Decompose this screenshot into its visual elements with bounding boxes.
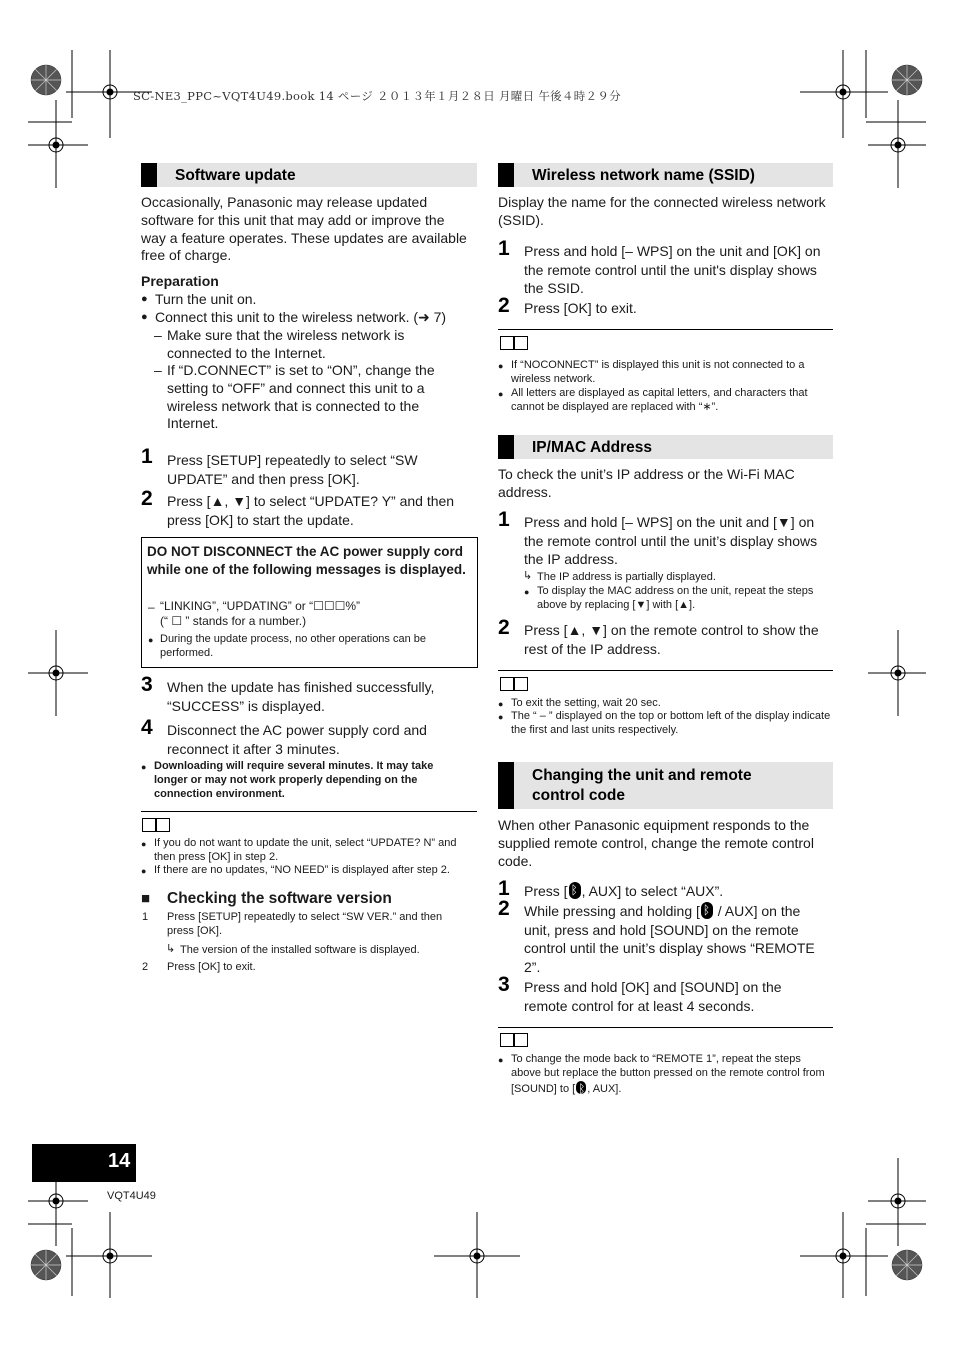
remote-note-text-a: To change the mode back to “REMOTE 1”, repeat the steps above but replace the button pressed on the remote control from [SOUND] to [ [511, 1053, 825, 1095]
software-update-intro: Occasionally, Panasonic may release updated software for this unit that may add or improve the way a feature operates. These updates are available free of charge. [141, 194, 467, 264]
section-header-remote-code [498, 762, 833, 809]
step-number: 2 [141, 487, 153, 510]
step-number: 1 [141, 445, 153, 468]
note-no-need: If there are no updates, “NO NEED” is displayed after step 2. [154, 864, 450, 876]
bullet: ● [498, 361, 504, 371]
remote-step-3: Press and hold [OK] and [SOUND] on the remote control for at least 4 seconds. [524, 979, 782, 1014]
bullet: ● [524, 587, 530, 597]
note-update-no: If you do not want to update the unit, select “UPDATE? N” and then press [OK] in step 2. [154, 837, 457, 863]
section-header-ssid [498, 163, 833, 187]
bullet: ● [148, 635, 154, 645]
divider [498, 329, 833, 330]
arrow-icon: ↳ [166, 943, 176, 955]
note-icon [142, 818, 170, 832]
check-step-1-result: The version of the installed software is displayed. [180, 944, 420, 956]
bullet: ● [498, 389, 504, 399]
bullet: ● [141, 866, 147, 876]
ipmac-step-1-result: The IP address is partially displayed. [537, 571, 716, 583]
square-bullet: ■ [141, 890, 151, 907]
warning-item-number-note: (“ ☐ ” stands for a number.) [160, 614, 307, 628]
ipmac-step-1: Press and hold [– WPS] on the unit and [▼] on the remote control until the unit’s display shows the IP address. [524, 514, 818, 567]
prep-item-connect: Connect this unit to the wireless network. (➜ 7) [155, 309, 447, 325]
step-number: 2 [498, 897, 510, 920]
section-title: Software update [175, 167, 296, 184]
remote-step-1-text-b: , AUX] to select “AUX”. [581, 883, 724, 899]
step-number: 1 [498, 237, 510, 260]
remote-intro: When other Panasonic equipment responds to the supplied remote control, change the remote control code. [498, 817, 814, 869]
step-number: 1 [498, 508, 510, 531]
ssid-step-2: Press [OK] to exit. [524, 300, 637, 316]
note-icon [500, 1033, 528, 1047]
bluetooth-icon [569, 882, 581, 899]
software-update-step-3: When the update has finished successfully, “SUCCESS” is displayed. [167, 679, 435, 714]
section-header-software-update [141, 163, 477, 187]
step-number: 2 [498, 616, 510, 639]
section-header-bar [141, 163, 157, 187]
ipmac-step-2: Press [▲, ▼] on the remote control to show the rest of the IP address. [524, 622, 819, 657]
page-number: 14 [108, 1150, 131, 1172]
divider [498, 670, 833, 671]
ssid-intro: Display the name for the connected wireless network (SSID). [498, 194, 826, 228]
dash: – [148, 600, 155, 614]
book-header-line: SC-NE3_PPC~VQT4U49.book 14 ページ ２０１３年１月２８日 月曜日 午後４時２９分 [133, 89, 621, 103]
ssid-note-noconnect: If “NOCONNECT” is displayed this unit is not connected to a wireless network. [511, 359, 805, 385]
warning-item-messages: “LINKING”, “UPDATING” or “☐☐☐%” [160, 599, 361, 613]
ipmac-note-exit: To exit the setting, wait 20 sec. [511, 697, 661, 709]
bullet: ● [141, 311, 148, 323]
section-title: Wireless network name (SSID) [532, 167, 755, 184]
remote-step-2-text-a: While pressing and holding [ [524, 903, 700, 919]
bullet: ● [498, 712, 504, 722]
bullet: ● [141, 762, 147, 772]
section-title: IP/MAC Address [532, 439, 653, 456]
note-icon [500, 336, 528, 350]
section-header-ipmac [498, 435, 833, 459]
remote-step-1 [524, 882, 834, 901]
section-title-line-1: Changing the unit and remote [532, 767, 752, 784]
section-header-bar [498, 163, 514, 187]
download-time-note: Downloading will require several minutes. It may take longer or may not work properly depending on the connection environment. [154, 760, 434, 800]
step-number: 4 [141, 716, 153, 739]
software-update-step-4: Disconnect the AC power supply cord and reconnect it after 3 minutes. [167, 722, 427, 757]
prep-item-turn-on: Turn the unit on. [155, 291, 257, 307]
warning-box [141, 537, 478, 668]
preparation-label: Preparation [141, 273, 219, 289]
bullet: ● [141, 839, 147, 849]
bullet: ● [498, 699, 504, 709]
prep-subitem-internet: Make sure that the wireless network is connected to the Internet. [167, 327, 405, 361]
step-number: 1 [498, 877, 510, 900]
remote-step-2-text-b: / AUX] on the unit, press and hold [SOUND] on the remote control until the unit’s display shows “REMOTE 2”. [524, 903, 815, 975]
check-step-2: Press [OK] to exit. [167, 961, 256, 973]
prep-subitem-dconnect: If “D.CONNECT” is set to “ON”, change the setting to “OFF” and connect this unit to a wireless network that is connected to the Internet. [167, 362, 435, 432]
check-step-1: Press [SETUP] repeatedly to select “SW VER.” and then press [OK]. [167, 911, 443, 937]
bullet: ● [498, 1055, 504, 1065]
model-code: VQT4U49 [107, 1190, 156, 1202]
bluetooth-icon [576, 1081, 586, 1094]
warning-item-no-operations: During the update process, no other operations can be performed. [160, 633, 427, 659]
ipmac-intro: To check the unit’s IP address or the Wi-Fi MAC address. [498, 466, 795, 500]
section-title-line-2: control code [532, 787, 626, 804]
step-number: 2 [498, 294, 510, 317]
bullet: ● [141, 293, 148, 305]
bluetooth-icon [701, 902, 713, 919]
warning-title: DO NOT DISCONNECT the AC power supply cord while one of the following messages is displayed. [147, 544, 466, 577]
remote-note-mode-back [511, 1053, 831, 1096]
remote-step-1-text-a: Press [ [524, 883, 568, 899]
ipmac-note-dash: The “ – ” displayed on the top or bottom left of the display indicate the first and last units respectively. [511, 710, 831, 736]
step-number: 3 [498, 973, 510, 996]
software-update-step-2: Press [▲, ▼] to select “UPDATE? Y” and then press [OK] to start the update. [167, 493, 455, 528]
divider [141, 811, 477, 812]
step-number: 1 [142, 911, 149, 923]
dash: – [154, 362, 162, 378]
dash: – [154, 327, 162, 343]
remote-step-2 [524, 902, 824, 976]
remote-note-text-b: , AUX]. [587, 1082, 622, 1095]
step-number: 3 [141, 673, 153, 696]
divider [498, 1027, 833, 1028]
step-number: 2 [142, 961, 149, 973]
software-update-step-1: Press [SETUP] repeatedly to select “SW UPDATE” and then press [OK]. [167, 452, 418, 487]
ipmac-step-1-mac-tip: To display the MAC address on the unit, repeat the steps above by replacing [▼] with [▲]. [537, 585, 814, 611]
ssid-note-capitals: All letters are displayed as capital letters, and characters that cannot be displayed are replaced with “∗”. [511, 387, 808, 413]
section-header-bar [498, 435, 514, 459]
ssid-step-1: Press and hold [– WPS] on the unit and [OK] on the remote control until the unit's display shows the SSID. [524, 243, 821, 296]
arrow-icon: ↳ [523, 570, 533, 582]
note-icon [500, 677, 528, 691]
section-header-bar [498, 762, 514, 809]
checking-version-title: Checking the software version [167, 890, 392, 907]
